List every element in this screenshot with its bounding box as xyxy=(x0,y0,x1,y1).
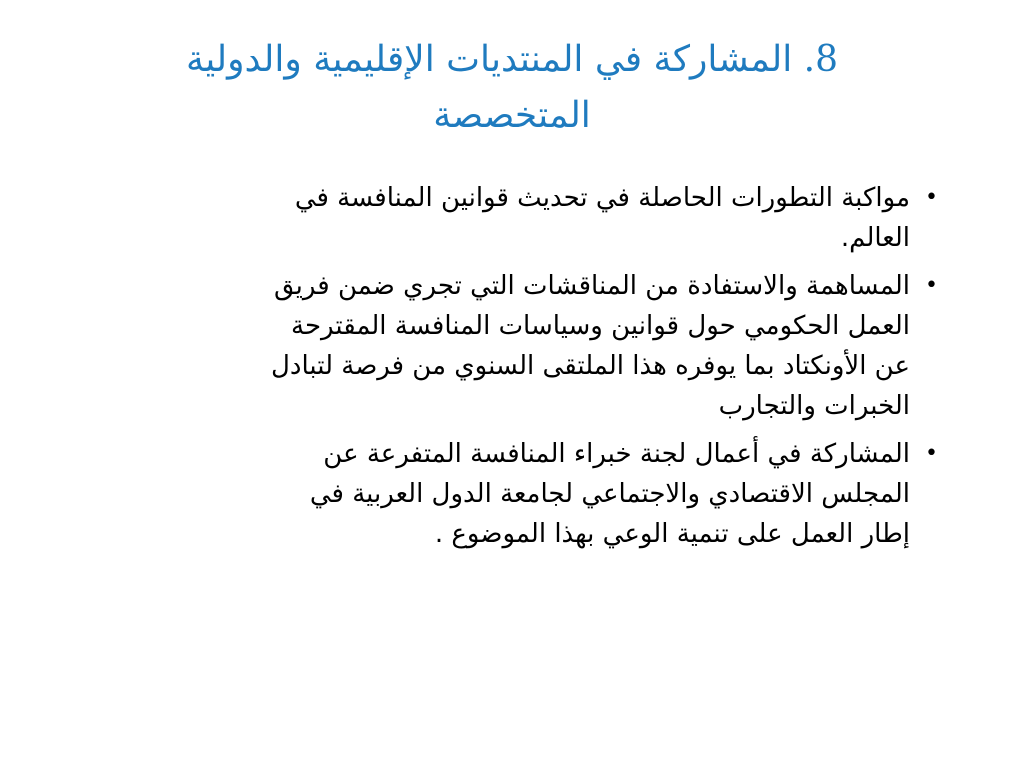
bullet-1-line-2: العالم. xyxy=(840,223,910,253)
bullet-icon: • xyxy=(925,273,938,298)
bullet-2-line-2: العمل الحكومي حول قوانين وسياسات المنافسة المقترحة xyxy=(291,311,910,341)
bullet-item-1 xyxy=(60,178,940,258)
bullet-item-3 xyxy=(60,434,940,554)
title-line-1: 8. المشاركة في المنتديات الإقليمية والدولية xyxy=(185,39,839,80)
slide-title xyxy=(60,32,964,144)
bullet-item-2 xyxy=(60,266,940,426)
bullet-list xyxy=(60,178,940,562)
bullet-3-line-3: إطار العمل على تنمية الوعي بهذا الموضوع . xyxy=(434,519,910,549)
bullet-2-line-4: الخبرات والتجارب xyxy=(718,391,910,421)
bullet-icon: • xyxy=(925,185,938,210)
bullet-1-line-1: مواكبة التطورات الحاصلة في تحديث قوانين المنافسة في xyxy=(294,183,910,213)
bullet-3-line-1: المشاركة في أعمال لجنة خبراء المنافسة المتفرعة عن xyxy=(323,439,910,469)
bullet-2-line-1: المساهمة والاستفادة من المناقشات التي تجري ضمن فريق xyxy=(274,271,910,301)
bullet-3-line-2: المجلس الاقتصادي والاجتماعي لجامعة الدول العربية في xyxy=(309,479,910,509)
bullet-icon: • xyxy=(925,441,938,466)
title-line-2: المتخصصة xyxy=(433,95,591,136)
bullet-2-line-3: عن الأونكتاد بما يوفره هذا الملتقى السنوي من فرصة لتبادل xyxy=(270,351,910,381)
